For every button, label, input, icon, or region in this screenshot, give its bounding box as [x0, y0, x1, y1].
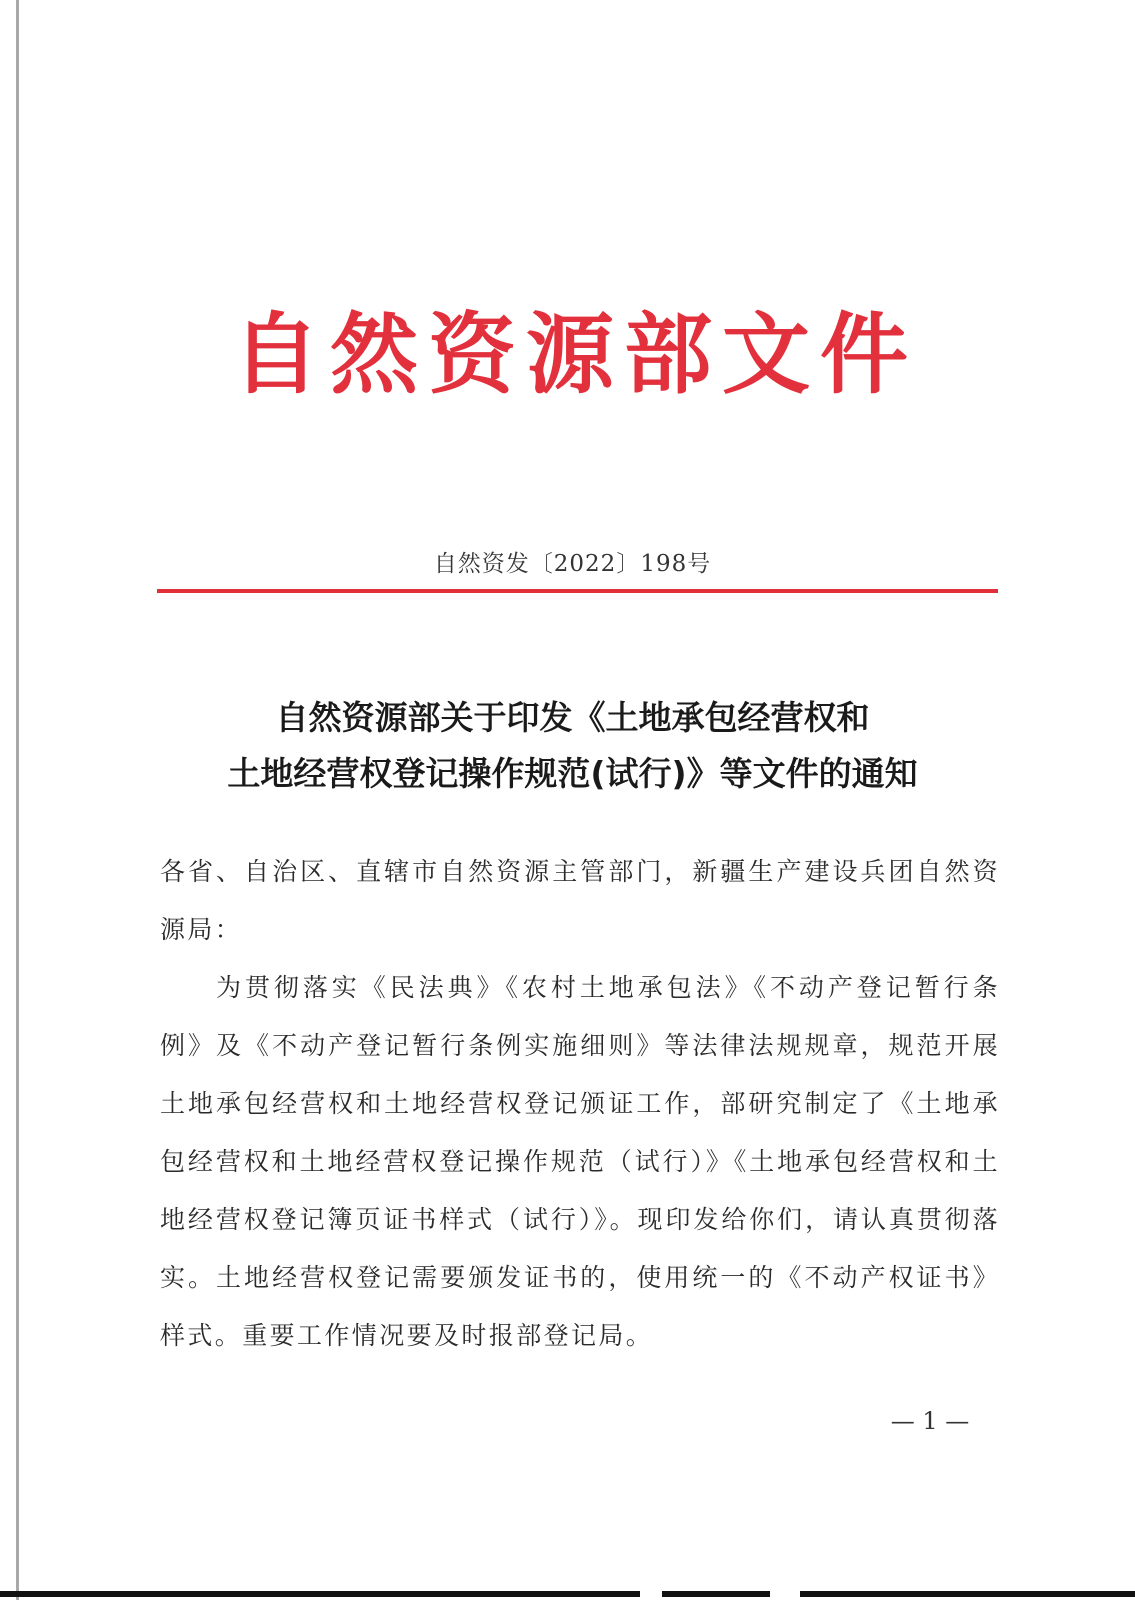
notice-title-line-1: 自然资源部关于印发《土地承包经营权和 — [275, 698, 870, 737]
document-number: 自然资发〔2022〕198号 — [433, 551, 712, 577]
red-separator-line — [157, 589, 998, 593]
scan-edge-gap — [770, 1588, 800, 1600]
scan-edge-gap — [640, 1588, 662, 1600]
notice-body — [160, 843, 1000, 1365]
notice-title — [150, 690, 995, 802]
salutation: 各省、自治区、直辖市自然资源主管部门，新疆生产建设兵团自然资源局： — [160, 857, 1000, 944]
scan-edge-bottom — [0, 1591, 1135, 1597]
scan-edge-left — [16, 0, 19, 1600]
masthead-title: 自然资源部文件 — [231, 303, 918, 406]
body-paragraph: 为贯彻落实《民法典》《农村土地承包法》《不动产登记暂行条例》及《不动产登记暂行条例实施细则》等法律法规规章，规范开展土地承包经营权和土地经营权登记颁证工作，部研究制定了《土地承包经营权和土地经营权登记操作规范（试行）》《土地承包经营权和土地经营权登记簿页证书样式（试行）》。现印发给你们，请认真贯彻落实。土地经营权登记需要颁发证书的，使用统一的《不动产权证书》样式。重要工作情况要及时报部登记局。 — [160, 973, 1000, 1350]
page-number: — 1 — — [890, 1407, 970, 1435]
notice-title-line-2: 土地经营权登记操作规范(试行)》等文件的通知 — [227, 754, 918, 793]
